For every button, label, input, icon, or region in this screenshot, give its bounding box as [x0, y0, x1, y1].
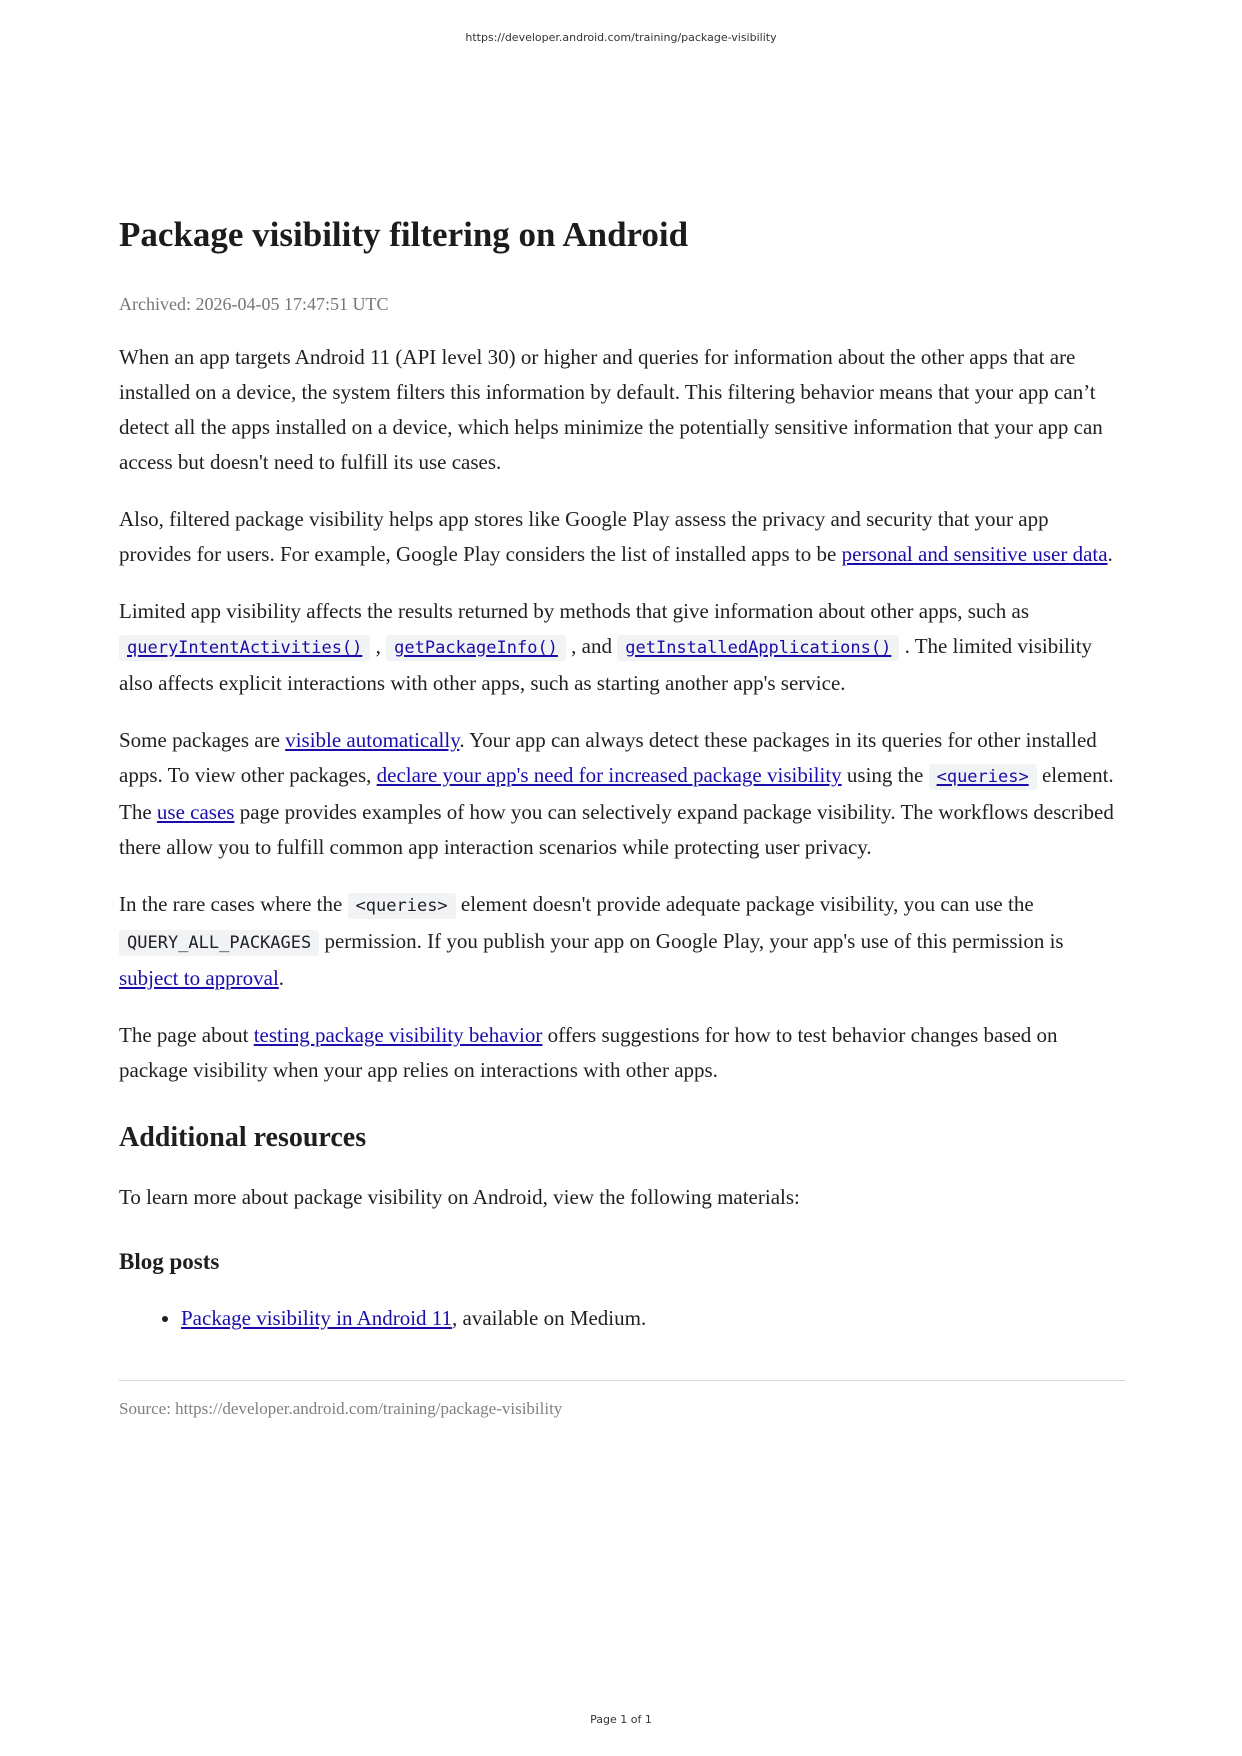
- query-all-packages-code: QUERY_ALL_PACKAGES: [119, 930, 319, 956]
- visible-automatically-link[interactable]: visible automatically: [285, 728, 460, 752]
- text: ,: [370, 634, 387, 658]
- article-content: [119, 208, 1125, 1421]
- text: permission. If you publish your app on Google Play, your app's use of this permission is: [319, 929, 1064, 953]
- limited-visibility-paragraph: [119, 594, 1125, 701]
- use-cases-link[interactable]: use cases: [156, 800, 235, 824]
- queries-code: <queries>: [348, 893, 456, 919]
- text: element. The: [119, 763, 1114, 824]
- additional-resources-heading: Additional resources: [119, 1122, 367, 1153]
- blog-posts-heading: Blog posts: [119, 1249, 220, 1274]
- code: getInstalledApplications(): [617, 635, 899, 661]
- intro-paragraph: When an app targets Android 11 (API level 30) or higher and queries for information about the other apps that are installed on a device, the system filters this information by default. This filtering behavior means that your app can’t detect all the apps installed on a device, which helps minimize the potentially sensitive information that your app can access but doesn't need to fulfill its use cases.: [119, 345, 1103, 474]
- subject-to-approval-link[interactable]: subject to approval: [119, 966, 279, 990]
- text: Some packages are: [119, 728, 286, 752]
- code: <queries>: [929, 764, 1037, 790]
- text: , available on Medium.: [452, 1306, 647, 1330]
- list-item: [181, 1301, 1125, 1336]
- code: queryIntentActivities(): [119, 635, 370, 661]
- blog-post-link[interactable]: Package visibility in Android 11: [181, 1306, 453, 1330]
- text: Limited app visibility affects the results returned by methods that give information about other apps, such as: [119, 599, 1029, 623]
- personal-sensitive-data-link[interactable]: personal and sensitive user data: [841, 542, 1108, 566]
- archived-timestamp: Archived: 2026-04-05 17:47:51 UTC: [119, 294, 389, 314]
- query-intent-activities-link[interactable]: [119, 634, 370, 658]
- declare-visibility-link[interactable]: declare your app's need for increased package visibility: [376, 763, 842, 787]
- get-installed-applications-link[interactable]: [617, 634, 899, 658]
- get-package-info-link[interactable]: [386, 634, 566, 658]
- source-line: Source: https://developer.android.com/training/package-visibility: [119, 1399, 563, 1418]
- queries-element-link[interactable]: [929, 763, 1037, 787]
- privacy-paragraph: [119, 502, 1125, 572]
- visible-packages-paragraph: [119, 723, 1125, 865]
- blog-posts-list: [119, 1301, 1125, 1336]
- text: The page about: [119, 1023, 254, 1047]
- header-url: https://developer.android.com/training/package-visibility: [465, 31, 777, 44]
- text: Also, filtered package visibility helps app stores like Google Play assess the privacy and security that your app provides for users. For example, Google Play considers the list of installed apps to be: [119, 507, 1049, 566]
- text: .: [1107, 542, 1113, 566]
- text: offers suggestions for how to test behavior changes based on package visibility when your app relies on interactions with other apps.: [119, 1023, 1058, 1082]
- text: element doesn't provide adequate package visibility, you can use the: [455, 892, 1034, 916]
- text: .: [278, 966, 285, 990]
- text: using the: [841, 763, 929, 787]
- page-number: Page 1 of 1: [590, 1713, 652, 1726]
- code: getPackageInfo(): [386, 635, 566, 661]
- testing-visibility-link[interactable]: testing package visibility behavior: [253, 1023, 543, 1047]
- divider: [119, 1380, 1125, 1381]
- query-all-packages-paragraph: [119, 887, 1125, 996]
- text: . Your app can always detect these packages in its queries for other installed apps. To view other packages,: [119, 728, 1097, 787]
- resources-intro: To learn more about package visibility on Android, view the following materials:: [119, 1185, 800, 1209]
- text: . The limited visibility also affects explicit interactions with other apps, such as starting another app's service.: [119, 634, 1093, 695]
- text: , and: [565, 634, 618, 658]
- page-title: Package visibility filtering on Android: [119, 215, 689, 254]
- text: page provides examples of how you can selectively expand package visibility. The workflows described there allow you to fulfill common app interaction scenarios while protecting user privacy.: [119, 800, 1114, 859]
- text: In the rare cases where the: [119, 892, 348, 916]
- testing-paragraph: [119, 1018, 1125, 1088]
